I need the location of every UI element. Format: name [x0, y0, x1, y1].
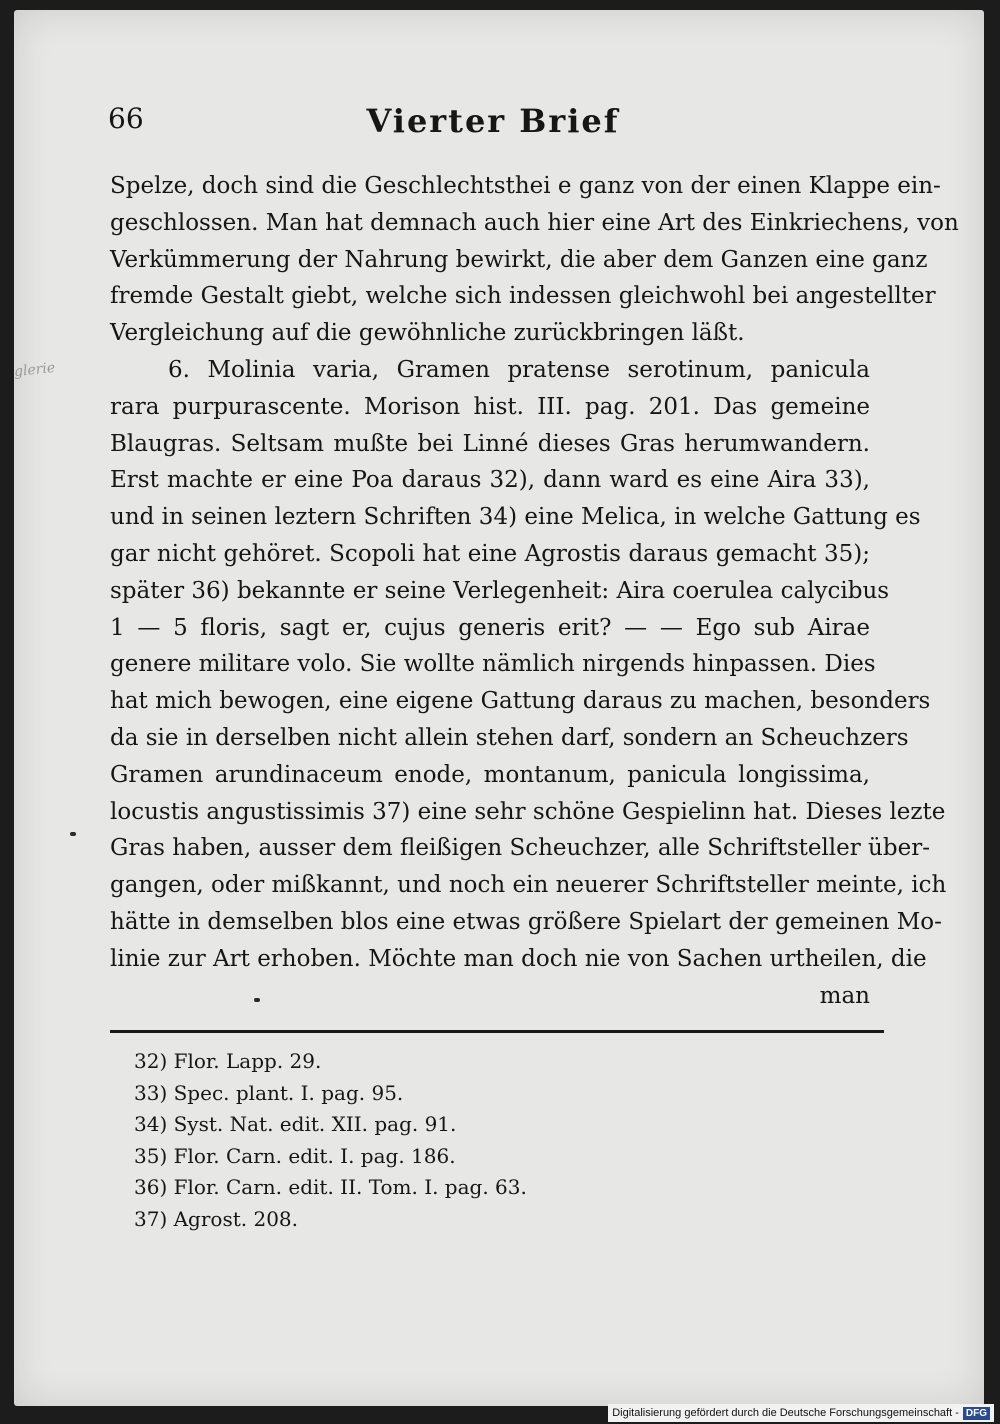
text-line: gangen, oder mißkannt, und noch ein neuerer Schriftsteller meinte, ich [110, 872, 947, 899]
text-line: da sie in derselben nicht allein stehen darf, sondern an Scheuchzers [110, 724, 909, 751]
text-line: Gramen arundinaceum enode, montanum, panicula longissima, [110, 761, 870, 788]
text-line: rara purpurascente. Morison hist. III. pag. 201. Das gemeine [110, 393, 870, 420]
text-line: hätte in demselben blos eine etwas größere Spielart der gemeinen Mo- [110, 908, 942, 935]
page-content [14, 10, 984, 1406]
text-line: Gras haben, ausser dem fleißigen Scheuchzer, alle Schriftsteller über- [110, 835, 930, 862]
footnote: 36) Flor. Carn. edit. II. Tom. I. pag. 63. [134, 1175, 527, 1200]
credit-text: Digitalisierung gefördert durch die Deutsche Forschungsgemeinschaft - [612, 1407, 959, 1419]
text-line: locustis angustissimis 37) eine sehr schöne Gespielinn hat. Dieses lezte [110, 798, 946, 825]
scanned-page [14, 10, 984, 1406]
text-line: geschlossen. Man hat demnach auch hier eine Art des Einkriechens, von [110, 209, 959, 236]
text-line: gar nicht gehöret. Scopoli hat eine Agrostis daraus gemacht 35); [110, 540, 870, 567]
text-line: linie zur Art erhoben. Möchte man doch nie von Sachen urtheilen, die [110, 945, 927, 972]
dfg-logo-icon: DFG [963, 1407, 990, 1420]
digitization-credit [608, 1404, 994, 1422]
text-line: später 36) bekannte er seine Verlegenheit: Aira coerulea calycibus [110, 577, 890, 604]
running-title: Vierter Brief [366, 102, 620, 140]
text-line: Spelze, doch sind die Geschlechtsthei e ganz von der einen Klappe ein- [110, 173, 941, 199]
footnote: 33) Spec. plant. I. pag. 95. [134, 1080, 404, 1105]
text-line: hat mich bewogen, eine eigene Gattung daraus zu machen, besonders [110, 688, 931, 715]
ink-speck [254, 998, 260, 1002]
margin-note: glerie [13, 359, 56, 381]
footnotes [134, 1046, 734, 1236]
footnote: 35) Flor. Carn. edit. I. pag. 186. [134, 1143, 456, 1168]
text-line: 1 — 5 floris, sagt er, cujus generis erit? — — Ego sub Airae [110, 614, 870, 641]
page-number: 66 [108, 102, 144, 135]
body-text [110, 168, 959, 1014]
text-line: 6. Molinia varia, Gramen pratense serotinum, panicula [168, 356, 870, 383]
text-line: und in seinen leztern Schriften 34) eine Melica, in welche Gattung es [110, 504, 921, 531]
text-line: fremde Gestalt giebt, welche sich indessen gleichwohl bei angestellter [110, 283, 936, 310]
text-line: Blaugras. Seltsam mußte bei Linné dieses Gras herumwandern. [110, 430, 870, 457]
text-line: Verkümmerung der Nahrung bewirkt, die aber dem Ganzen eine ganz [110, 246, 928, 273]
catchword: man [819, 982, 870, 1009]
text-line: genere militare volo. Sie wollte nämlich nirgends hinpassen. Dies [110, 651, 876, 678]
footnote: 37) Agrost. 208. [134, 1206, 299, 1231]
running-head [108, 102, 878, 150]
footnote: 34) Syst. Nat. edit. XII. pag. 91. [134, 1112, 457, 1137]
footnote-divider [110, 1030, 884, 1033]
text-line: Vergleichung auf die gewöhnliche zurückbringen läßt. [110, 320, 745, 347]
text-line: Erst machte er eine Poa daraus 32), dann ward es eine Aira 33), [110, 467, 870, 494]
ink-speck [70, 832, 76, 836]
footnote: 32) Flor. Lapp. 29. [134, 1049, 322, 1073]
